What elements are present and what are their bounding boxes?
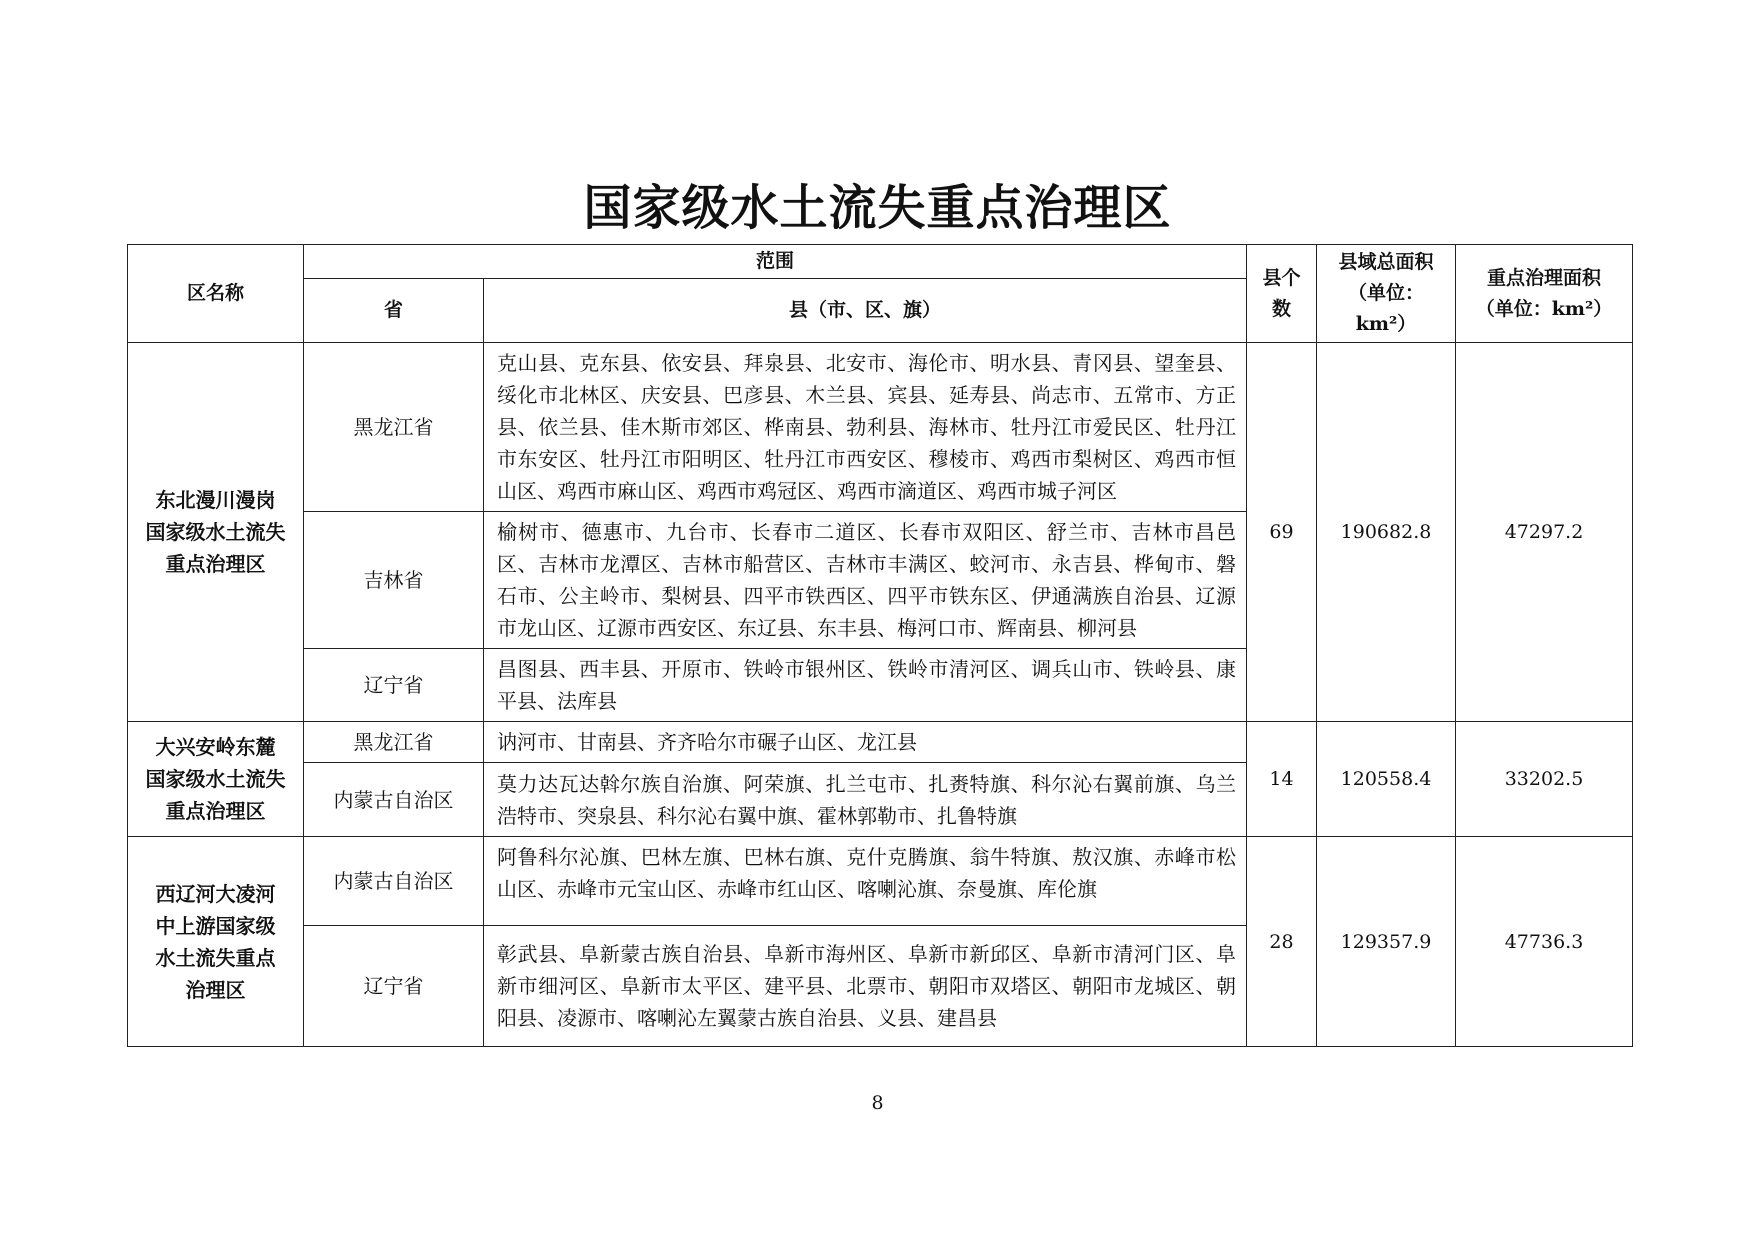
header-zone-name: 区名称 — [128, 245, 304, 343]
county-list-cell: 昌图县、西丰县、开原市、铁岭市银州区、铁岭市清河区、调兵山市、铁岭县、康平县、法库县 — [484, 649, 1247, 722]
zone-name-cell — [128, 722, 304, 837]
province-cell: 内蒙古自治区 — [304, 763, 484, 837]
province-cell: 黑龙江省 — [304, 722, 484, 763]
province-cell: 内蒙古自治区 — [304, 837, 484, 926]
header-total-area-line3: km²） — [1355, 313, 1417, 335]
county-count-cell: 28 — [1247, 837, 1317, 1047]
header-province: 省 — [304, 279, 484, 343]
province-cell: 吉林省 — [304, 512, 484, 649]
table-row — [128, 722, 1633, 763]
total-area-cell: 129357.9 — [1317, 837, 1456, 1047]
zone-name-line: 国家级水土流失 — [145, 767, 286, 791]
county-list-cell: 莫力达瓦达斡尔族自治旗、阿荣旗、扎兰屯市、扎赉特旗、科尔沁右翼前旗、乌兰浩特市、突泉县、科尔沁右翼中旗、霍林郭勒市、扎鲁特旗 — [484, 763, 1247, 837]
zone-name-line: 东北漫川漫岗 — [155, 488, 276, 512]
header-total-area — [1317, 245, 1456, 343]
zone-name-line: 国家级水土流失 — [145, 520, 286, 544]
total-area-cell: 190682.8 — [1317, 343, 1456, 722]
page-title: 国家级水土流失重点治理区 — [583, 180, 1172, 236]
header-key-area-line2: （单位：km²） — [1475, 297, 1613, 320]
zone-name-line: 治理区 — [185, 977, 246, 1002]
province-cell: 黑龙江省 — [304, 343, 484, 512]
zone-name-cell — [128, 837, 304, 1047]
county-count-cell: 14 — [1247, 722, 1317, 837]
county-list-cell: 阿鲁科尔沁旗、巴林左旗、巴林右旗、克什克腾旗、翁牛特旗、敖汉旗、赤峰市松山区、赤峰市元宝山区、赤峰市红山区、喀喇沁旗、奈曼旗、库伦旗 — [484, 837, 1247, 926]
table-row — [128, 343, 1633, 512]
header-total-area-line2: （单位： — [1348, 282, 1425, 304]
zone-name-line: 重点治理区 — [165, 799, 266, 823]
zone-name-line: 重点治理区 — [165, 552, 266, 576]
province-cell: 辽宁省 — [304, 649, 484, 722]
key-area-cell: 47297.2 — [1456, 343, 1633, 722]
county-list-cell: 彰武县、阜新蒙古族自治县、阜新市海州区、阜新市新邱区、阜新市清河门区、阜新市细河区、阜新市太平区、建平县、北票市、朝阳市双塔区、朝阳市龙城区、朝阳县、凌源市、喀喇沁左翼蒙古族自治县、义县、建昌县 — [484, 926, 1247, 1047]
zone-name-line: 中上游国家级 — [155, 913, 276, 938]
zone-name-line: 大兴安岭东麓 — [155, 735, 276, 759]
header-row — [128, 245, 1633, 279]
key-area-cell: 33202.5 — [1456, 722, 1633, 837]
zone-name-line: 水土流失重点 — [155, 945, 276, 970]
county-list-cell: 榆树市、德惠市、九台市、长春市二道区、长春市双阳区、舒兰市、吉林市昌邑区、吉林市龙潭区、吉林市船营区、吉林市丰满区、蛟河市、永吉县、桦甸市、磐石市、公主岭市、梨树县、四平市铁西区、四平市铁东区、伊通满族自治县、辽源市龙山区、辽源市西安区、东辽县、东丰县、梅河口市、辉南县、柳河县 — [484, 512, 1247, 649]
header-county-count — [1247, 245, 1317, 343]
total-area-cell: 120558.4 — [1317, 722, 1456, 837]
header-key-area-line1: 重点治理面积 — [1487, 266, 1602, 289]
header-scope: 范围 — [304, 245, 1247, 279]
page-number: 8 — [871, 1092, 884, 1114]
zone-name-cell — [128, 343, 304, 722]
header-county-count-line1: 县个 — [1262, 266, 1301, 289]
header-key-area — [1456, 245, 1633, 343]
table-row — [128, 837, 1633, 926]
header-county-count-line2: 数 — [1272, 297, 1292, 320]
county-list-cell: 讷河市、甘南县、齐齐哈尔市碾子山区、龙江县 — [484, 722, 1247, 763]
province-cell: 辽宁省 — [304, 926, 484, 1047]
governance-zone-table — [127, 244, 1633, 1047]
header-total-area-line1: 县域总面积 — [1338, 251, 1434, 273]
header-county: 县（市、区、旗） — [484, 279, 1247, 343]
county-list-cell: 克山县、克东县、依安县、拜泉县、北安市、海伦市、明水县、青冈县、望奎县、绥化市北林区、庆安县、巴彦县、木兰县、宾县、延寿县、尚志市、五常市、方正县、依兰县、佳木斯市郊区、桦南县、勃利县、海林市、牡丹江市爱民区、牡丹江市东安区、牡丹江市阳明区、牡丹江市西安区、穆棱市、鸡西市梨树区、鸡西市恒山区、鸡西市麻山区、鸡西市鸡冠区、鸡西市滴道区、鸡西市城子河区 — [484, 343, 1247, 512]
zone-name-line: 西辽河大凌河 — [155, 881, 276, 906]
county-count-cell: 69 — [1247, 343, 1317, 722]
key-area-cell: 47736.3 — [1456, 837, 1633, 1047]
